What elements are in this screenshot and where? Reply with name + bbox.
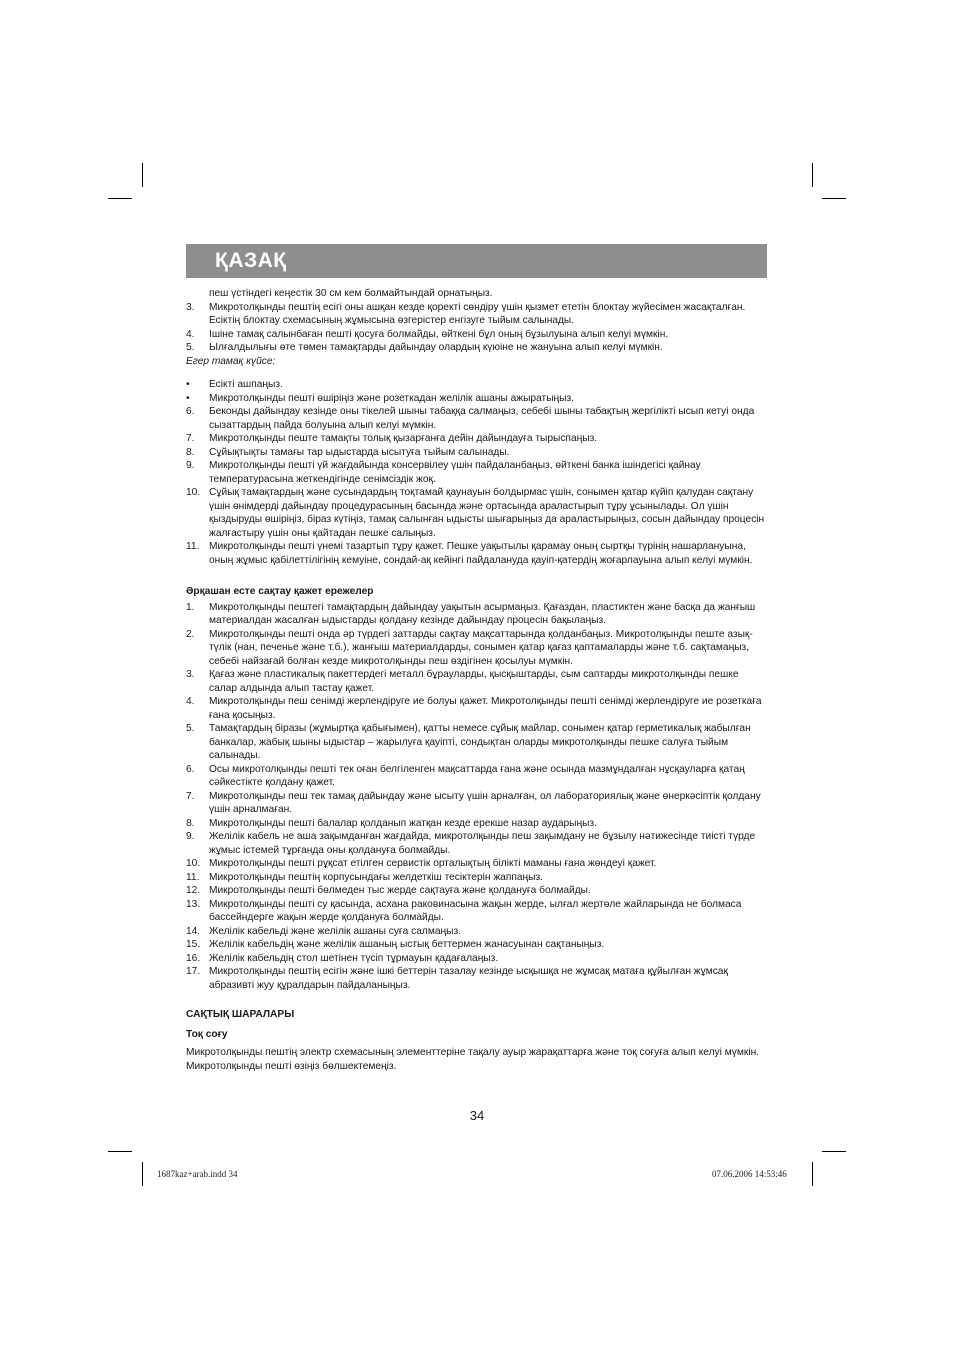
crop-mark-bottom-right-vertical — [812, 1162, 813, 1186]
list-item-number: 17. — [186, 966, 201, 977]
list-item-text: Микротолқынды пешті су қасында, асхана раковинасына жақын жерде, ылғал жертөле жайларында не болмаса бассейндерге жақын жерде қолдануға болмайды. — [209, 898, 742, 923]
list-item-text: Микротолқынды пеште тамақты толық қызарғанға дейін дайындауға тырыспаңыз. — [209, 433, 598, 444]
slug-filename: 1687kaz+arab.indd 34 — [157, 1169, 238, 1179]
rules-list — [186, 601, 768, 993]
list-item — [186, 459, 768, 486]
list-item-text: Сұйықтықты тамағы тар ыдыстарда ысытуға тыйым салынады. — [209, 446, 510, 458]
list-item-text: Микротолқынды пешті өшіріңіз және розеткадан желілік ашаны ажыратыңыз. — [209, 392, 574, 404]
list-item — [186, 790, 768, 817]
list-item-number: 5. — [186, 723, 195, 734]
crop-mark-top-right-horizontal — [822, 198, 846, 199]
list-item — [186, 925, 768, 939]
list-item — [186, 965, 768, 992]
crop-mark-top-left-horizontal — [108, 198, 132, 199]
list-item-number: 6. — [186, 763, 195, 775]
list-item-text: Микротолқынды пештің есігі оны ашқан кезде қоректі сөндіру үшін қызмет ететін блоктау жүйесімен жасақталған. Есіктің блоктау схемасының жұмысына өзгерістер енгізуге тыйым салынады. — [209, 301, 746, 326]
list-item-number: 6. — [186, 406, 195, 417]
instruction-list-fire — [186, 378, 768, 567]
list-item-number: 10. — [186, 487, 201, 498]
list-item — [186, 446, 768, 460]
list-item-text: Микротолқынды пешті үнемі тазартып тұру қажет. Пешке уақытылы қарамау оның сыртқы түрінің нашарлануына, оның жұмыс қабілеттілігінің кемуіне, сондай-ақ кейінгі пайдалануда қауіп-қатердің жоғарлауына алып келуі мүмкін. — [209, 541, 753, 566]
list-item — [186, 628, 768, 669]
fire-label: Егер тамақ күйсе: — [186, 355, 276, 367]
page-number: 34 — [469, 1108, 485, 1123]
rules-heading: Әрқашан есте сақтау қажет ережелер — [186, 586, 374, 597]
crop-mark-top-right-vertical — [812, 163, 813, 187]
list-item-text: Микротолқынды пештегі тамақтардың дайындау уақытын асырмаңыз. Қағаздан, пластиктен және басқа да жанғыш материалдан жасалған ыдыстарды қолдану кезінде дайындау процесін бақылаңыз. — [209, 601, 756, 626]
instruction-list-top — [186, 301, 768, 355]
list-item — [186, 952, 768, 966]
list-item-text: Микротолқынды пешті рұқсат етілген сервистік орталықтың білікті маманы ғана жөндеуі қажет. — [209, 858, 657, 869]
list-item-number: 4. — [186, 696, 195, 707]
list-item-text: Тамақтардың біразы (жұмыртқа қабығымен), қатты немесе сұйық майлар, сонымен қатар герметикалық жабылған банкалар, жабық шыны ыдыстар – жарылуға қауіпті, сондықтан оларды микротолқынды пешке салуға тыйым салынады. — [209, 723, 751, 761]
list-item-text: Микротолқынды пеш сенімді жерлендіруге ие болуы қажет. Микротолқынды пешті сенімді жерлендіруге ие розеткаға ғана қосыңыз. — [209, 696, 762, 721]
list-item-text: Микротолқынды пештің корпусындағы желдеткіш тесіктерін жаппаңыз. — [209, 871, 543, 883]
list-item — [186, 378, 768, 392]
list-item — [186, 830, 768, 857]
list-item-text: Желілік кабельдің және желілік ашаның ыстық беттермен жанасуынан сақтаныңыз. — [209, 939, 605, 950]
list-item-number: 1. — [186, 601, 195, 613]
list-item — [186, 432, 768, 446]
shock-heading: Тоқ соғу — [186, 1028, 228, 1040]
list-item — [186, 341, 768, 355]
list-item — [186, 601, 768, 628]
list-item-number: 7. — [186, 790, 195, 802]
list-item-number: 15. — [186, 939, 201, 950]
list-item-number: 10. — [186, 858, 201, 869]
list-item-text: Ішіне тамақ салынбаған пешті қосуға болмайды, өйткені бұл оның бұзылуына алып келуі мүмкін. — [209, 328, 669, 340]
list-item — [186, 763, 768, 790]
list-item — [186, 884, 768, 898]
list-item-text: Беконды дайындау кезінде оны тікелей шыны табаққа салмаңыз, себебі шыны табақтың жергілікті ысып кетуі онда сызаттардың пайда болуына алып келуі мүмкін. — [209, 406, 755, 431]
list-item-number: 8. — [186, 817, 195, 829]
list-item-number: 7. — [186, 433, 195, 444]
list-item-text: Микротолқынды пешті бөлмеден тыс жерде сақтауға және қолдануға болмайды. — [209, 885, 591, 896]
list-item-text: Желілік кабельдің стол шетінен түсіп тұрмауын қадағалаңыз. — [209, 952, 499, 964]
list-item-number: • — [186, 379, 190, 390]
list-item-number: 9. — [186, 460, 195, 471]
list-item-number: • — [186, 392, 190, 404]
list-item-text: Қағаз және пластикалық пакеттердегі металл бұрауларды, қысқыштарды, сым саптарды микротолқынды пешке салар алдында алып тастау қажет. — [209, 669, 739, 694]
list-item-number: 9. — [186, 831, 195, 842]
list-item-number: 3. — [186, 669, 195, 680]
list-item-number: 5. — [186, 342, 195, 353]
list-item-number: 14. — [186, 925, 201, 937]
list-item-number: 11. — [186, 541, 200, 552]
list-item-text: Осы микротолқынды пешті тек оған белгіленген мақсаттарда ғана және осында мазмұндалған нұсқауларға қатаң сәйкестікте қолдану қажет. — [209, 763, 745, 788]
list-item — [186, 938, 768, 952]
list-item-number: 13. — [186, 898, 201, 910]
crop-mark-bottom-left-vertical — [142, 1162, 143, 1186]
list-item — [186, 857, 768, 871]
list-item-number: 2. — [186, 628, 195, 640]
list-item — [186, 540, 768, 567]
list-item — [186, 328, 768, 342]
list-item-number: 8. — [186, 446, 195, 458]
slug-timestamp: 07.06.2006 14:53:46 — [712, 1169, 787, 1179]
list-item-text: Желілік кабельді және желілік ашаны суға салмаңыз. — [209, 925, 461, 937]
language-banner: ҚАЗАҚ — [186, 244, 767, 278]
list-item-text: Есікті ашпаңыз. — [209, 379, 283, 390]
list-item-text: Ылғалдылығы өте төмен тамақтарды дайындау олардың күюіне не жануына алып келуі мүмкін. — [209, 342, 663, 353]
list-item-text: Микротолқынды пешті үй жағдайында консервілеу үшін пайдаланбаңыз, өйткені банка ішіндегісі қайнау температурасына жеткендігінде сенімсіздік жоқ. — [209, 460, 701, 485]
list-item-number: 12. — [186, 885, 201, 896]
crop-mark-bottom-right-horizontal — [822, 1151, 846, 1152]
list-item — [186, 405, 768, 432]
list-item — [186, 871, 768, 885]
list-item-number: 4. — [186, 328, 195, 340]
list-item — [186, 301, 768, 328]
list-item-text: Микротолқынды пештің есігін және ішкі беттерін тазалау кезінде ысқышқа не жұмсақ матаға құйылған жұмсақ абразивті жуу құралдарын пайдаланыңыз. — [209, 966, 728, 991]
list-item — [186, 392, 768, 406]
crop-mark-bottom-left-horizontal — [108, 1151, 132, 1152]
list-item — [186, 898, 768, 925]
list-item-text: Микротолқынды пеш тек тамақ дайындау және ысыту үшін арналған, ол лабораториялық және өнеркәсіптік қолдану үшін арналмаған. — [209, 790, 761, 815]
shock-paragraph: Микротолқынды пештің электр схемасының элементтеріне тақалу ауыр жарақаттарға және тоқ соғуға алып келуі мүмкін. Микротолқынды пешті өзіңіз бөлшектемеңіз. — [186, 1047, 760, 1072]
page-content — [186, 287, 768, 1073]
list-item-number: 11. — [186, 871, 200, 883]
safety-heading: САҚТЫҚ ШАРАЛАРЫ — [186, 1009, 295, 1020]
list-item — [186, 817, 768, 831]
list-item-number: 16. — [186, 952, 201, 964]
list-item — [186, 668, 768, 695]
list-item — [186, 695, 768, 722]
list-item-text: Микротолқынды пешті балалар қолданып жатқан кезде ерекше назар аударыңыз. — [209, 817, 597, 829]
list-item-text: Сұйық тамақтардың және сусындардың тоқтамай қаунауын болдырмас үшін, сонымен қатар күйіп қалудан сақтану үшін өнімдерді дайындау процедурасының басында және ортасында араластырып тұру ұсынылады. Ол үшін қыздыруды өшіріңіз, біраз күтіңіз, тамақ салынған ыдысты шығарыңыз да араластырыңыз, сосын дайындау процесін жалғастыру үшін оны қайтадан пешке салыңыз. — [209, 487, 765, 539]
list-item — [186, 486, 768, 540]
list-item-text: Желілік кабель не аша зақымданған жағдайда, микротолқынды пеш зақымдану не бұзылу нәтижесінде тиісті түрде жұмыс істемей тұрғанда оны қолдануға болмайды. — [209, 831, 756, 856]
crop-mark-top-left-vertical — [142, 163, 143, 187]
list-item-number: 3. — [186, 301, 195, 313]
list-item — [186, 722, 768, 763]
list-item-text: Микротолқынды пешті онда әр түрдегі заттарды сақтау мақсаттарында қолданбаңыз. Микротолқынды пеште азық-түлік (нан, печенье және т.б.), жанғыш материалдарды, сонымен қатар қағаз қаптамаларды және т.б. сақтамаңыз, себебі найзағай болған кезде микротолқынды пеш өздігінен қосылуы мүмкін. — [209, 628, 753, 667]
intro-line: пеш үстіндегі кеңестік 30 см кем болмайтындай орнатыңыз. — [209, 288, 493, 299]
